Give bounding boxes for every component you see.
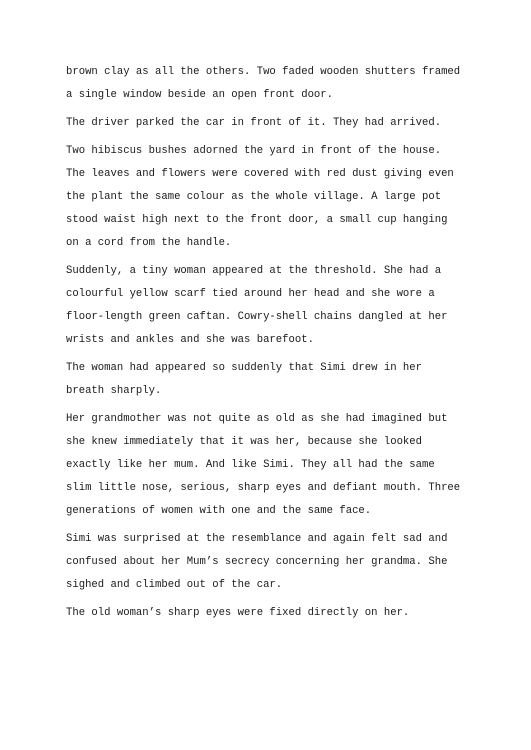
paragraph-8: The old woman’s sharp eyes were fixed directly on her. bbox=[66, 607, 410, 619]
paragraph-2: The driver parked the car in front of it. They had arrived. bbox=[66, 117, 442, 129]
paragraph-4: Suddenly, a tiny woman appeared at the threshold. She had a colourful yellow scarf tied around her head and she wore a floor-length green caftan. Cowry-shell chains dangled at her wrists and ankles and she was barefoot. bbox=[66, 265, 448, 346]
paragraph-6: Her grandmother was not quite as old as she had imagined but she knew immediately that it was her, because she looked exactly like her mum. And like Simi. They all had the same slim little nose, serious, sharp eyes and defiant mouth. Three generations of women with one and the same face. bbox=[66, 413, 461, 517]
paragraph-3: Two hibiscus bushes adorned the yard in front of the house. The leaves and flowers were covered with red dust giving even the plant the same colour as the whole village. A large pot stood waist high next to the front door, a small cup hanging on a cord from the handle. bbox=[66, 145, 454, 249]
paragraph-5: The woman had appeared so suddenly that Simi drew in her breath sharply. bbox=[66, 362, 423, 397]
paragraph-7: Simi was surprised at the resemblance and again felt sad and confused about her Mum’s secrecy concerning her grandma. She sighed and climbed out of the car. bbox=[66, 533, 448, 591]
paragraph-1: brown clay as all the others. Two faded wooden shutters framed a single window beside an open front door. bbox=[66, 66, 461, 101]
